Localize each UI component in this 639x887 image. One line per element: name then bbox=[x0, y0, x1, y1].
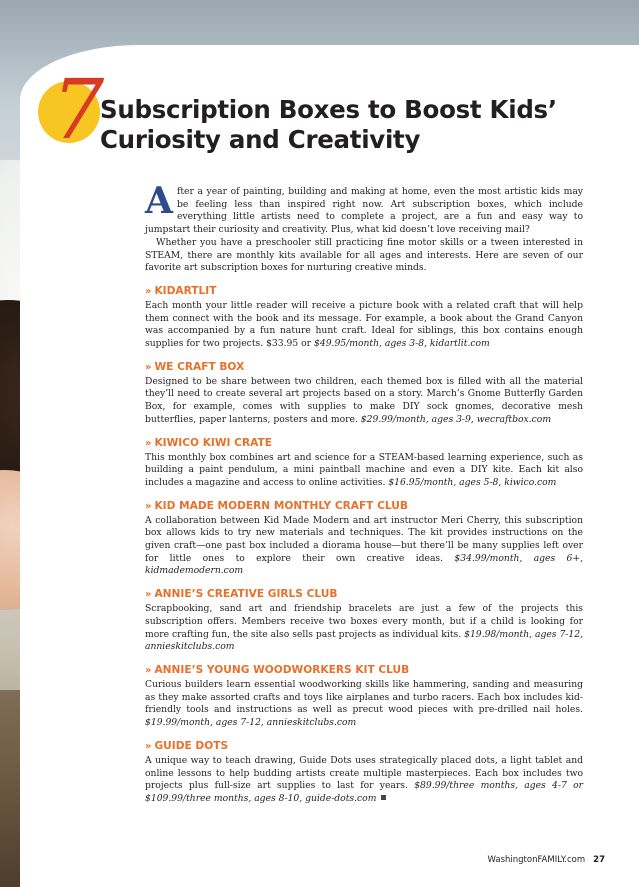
box-section bbox=[145, 436, 583, 490]
box-section bbox=[145, 499, 583, 579]
chevron-icon: » bbox=[145, 589, 152, 601]
box-name: WE CRAFT BOX bbox=[154, 360, 245, 373]
box-section bbox=[145, 587, 583, 654]
box-details: $49.95/month, ages 3-8, kidartlit.com bbox=[314, 338, 490, 350]
chevron-icon: » bbox=[145, 664, 152, 676]
box-heading bbox=[145, 587, 583, 602]
intro-paragraph-2: Whether you have a preschooler still practicing fine motor skills or a tween interested in STEAM, there are monthly kits available for all ages and interests. Here are seven of our favorite art subscription boxes for nurturing creative minds. bbox=[145, 236, 583, 274]
box-name: KID MADE MODERN MONTHLY CRAFT CLUB bbox=[154, 499, 408, 512]
page-number: 27 bbox=[593, 855, 605, 865]
box-description: Curious builders learn essential woodworking skills like hammering, sanding and measuring as they make assorted crafts and toys like airplanes and turbo racers. Each box includes kid-friendly tools and instructions as well as precut wood pieces with pre-drilled nail holes. $19.99/month, ages 7-12, annieskitclubs.com bbox=[145, 678, 583, 729]
box-heading bbox=[145, 360, 583, 375]
intro-paragraph-1: After a year of painting, building and making at home, even the most artistic kids may be feeling less than inspired right now. Art subscription boxes, which include everything little artists need to complete a project, are a fun and easy way to jumpstart their curiosity and creativity. Plus, what kid doesn’t love receiving mail? bbox=[145, 180, 583, 236]
title-line-1: Subscription Boxes to Boost Kids’ bbox=[100, 95, 557, 124]
page-title bbox=[100, 95, 580, 155]
box-details: $29.99/month, ages 3-9, wecraftbox.com bbox=[360, 413, 552, 425]
box-heading bbox=[145, 436, 583, 451]
box-details: $19.99/month, ages 7-12, annieskitclubs.com bbox=[145, 717, 357, 729]
box-section bbox=[145, 663, 583, 730]
box-section bbox=[145, 739, 583, 806]
box-name: GUIDE DOTS bbox=[154, 739, 229, 752]
box-heading bbox=[145, 739, 583, 754]
box-details: $89.99/three months, ages 4-7 or $109.99/three months, ages 8-10, guide-dots.com bbox=[145, 780, 583, 804]
box-heading bbox=[145, 284, 583, 299]
box-name: KIWICO KIWI CRATE bbox=[154, 436, 272, 449]
box-name: KIDARTLIT bbox=[154, 284, 217, 297]
footer-site: WashingtonFAMILY.com bbox=[487, 855, 586, 865]
title-number: 7 bbox=[52, 63, 105, 158]
box-details: $19.98/month, ages 7-12, annieskitclubs.com bbox=[145, 628, 584, 653]
box-description: A collaboration between Kid Made Modern and art instructor Meri Cherry, this subscription box allows kids to try new materials and techniques. The kit provides instructions on the given craft—one past box included a diorama house—but there’ll be many supplies left over for little ones to explore their own creative ideas. $34.99/month, ages 6+, kidmademodern.com bbox=[145, 514, 584, 577]
box-description: Each month your little reader will receive a picture book with a related craft that will help them connect with the book and its message. For example, a book about the Grand Canyon was accompanied by a fun nature hunt craft. Ideal for siblings, this box contains enough supplies for two projects. $33.95 or $49.95/month, ages 3-8, kidartlit.com bbox=[145, 299, 583, 350]
chevron-icon: » bbox=[145, 740, 152, 752]
box-description: Scrapbooking, sand art and friendship bracelets are just a few of the projects this subscription offers. Members receive two boxes every month, but if a child is looking for more crafting fun, the site also sells past projects as individual kits. $19.98/month, ages 7-12, annieskitclubs.com bbox=[145, 603, 584, 653]
chevron-icon: » bbox=[145, 500, 152, 512]
page-footer bbox=[488, 855, 606, 865]
chevron-icon: » bbox=[145, 437, 152, 449]
box-section bbox=[145, 284, 583, 351]
box-description: Designed to be share between two children, each themed box is filled with all the material they’ll need to create several art projects based on a story. March’s Gnome Butterfly Garden Box, for example, comes with supplies to make DIY sock gnomes, decorative mesh butterflies, paper lanterns, posters and more. $29.99/month, ages 3-9, wecraftbox.com bbox=[145, 375, 583, 425]
box-description: This monthly box combines art and science for a STEAM-based learning experience, such as building a paint pendulum, a mini paintball machine and even a DIY kite. Each kit also includes a magazine and access to online activities. $16.95/month, ages 5-8, kiwico.com bbox=[145, 451, 583, 488]
box-heading bbox=[145, 499, 583, 514]
drop-cap: A bbox=[145, 180, 173, 222]
end-mark-icon bbox=[381, 795, 386, 800]
box-section bbox=[145, 360, 583, 427]
box-details: $34.99/month, ages 6+, kidmademodern.com bbox=[145, 552, 584, 577]
chevron-icon: » bbox=[145, 285, 152, 297]
box-description: A unique way to teach drawing, Guide Dots uses strategically placed dots, a light tablet and online lessons to help budding artists create multiple masterpieces. Each box includes two projects plus full-size art supplies to last for years. $89.99/three months, ages 4-7 or $109.99/three months, ages 8-10, guide-dots.com bbox=[145, 754, 583, 804]
title-line-2: Curiosity and Creativity bbox=[100, 125, 421, 154]
article-body bbox=[145, 180, 584, 806]
box-name: ANNIE’S YOUNG WOODWORKERS KIT CLUB bbox=[154, 663, 410, 676]
box-name: ANNIE’S CREATIVE GIRLS CLUB bbox=[154, 588, 338, 601]
chevron-icon: » bbox=[145, 361, 152, 373]
box-heading bbox=[145, 663, 583, 678]
box-details: $16.95/month, ages 5-8, kiwico.com bbox=[388, 476, 557, 488]
